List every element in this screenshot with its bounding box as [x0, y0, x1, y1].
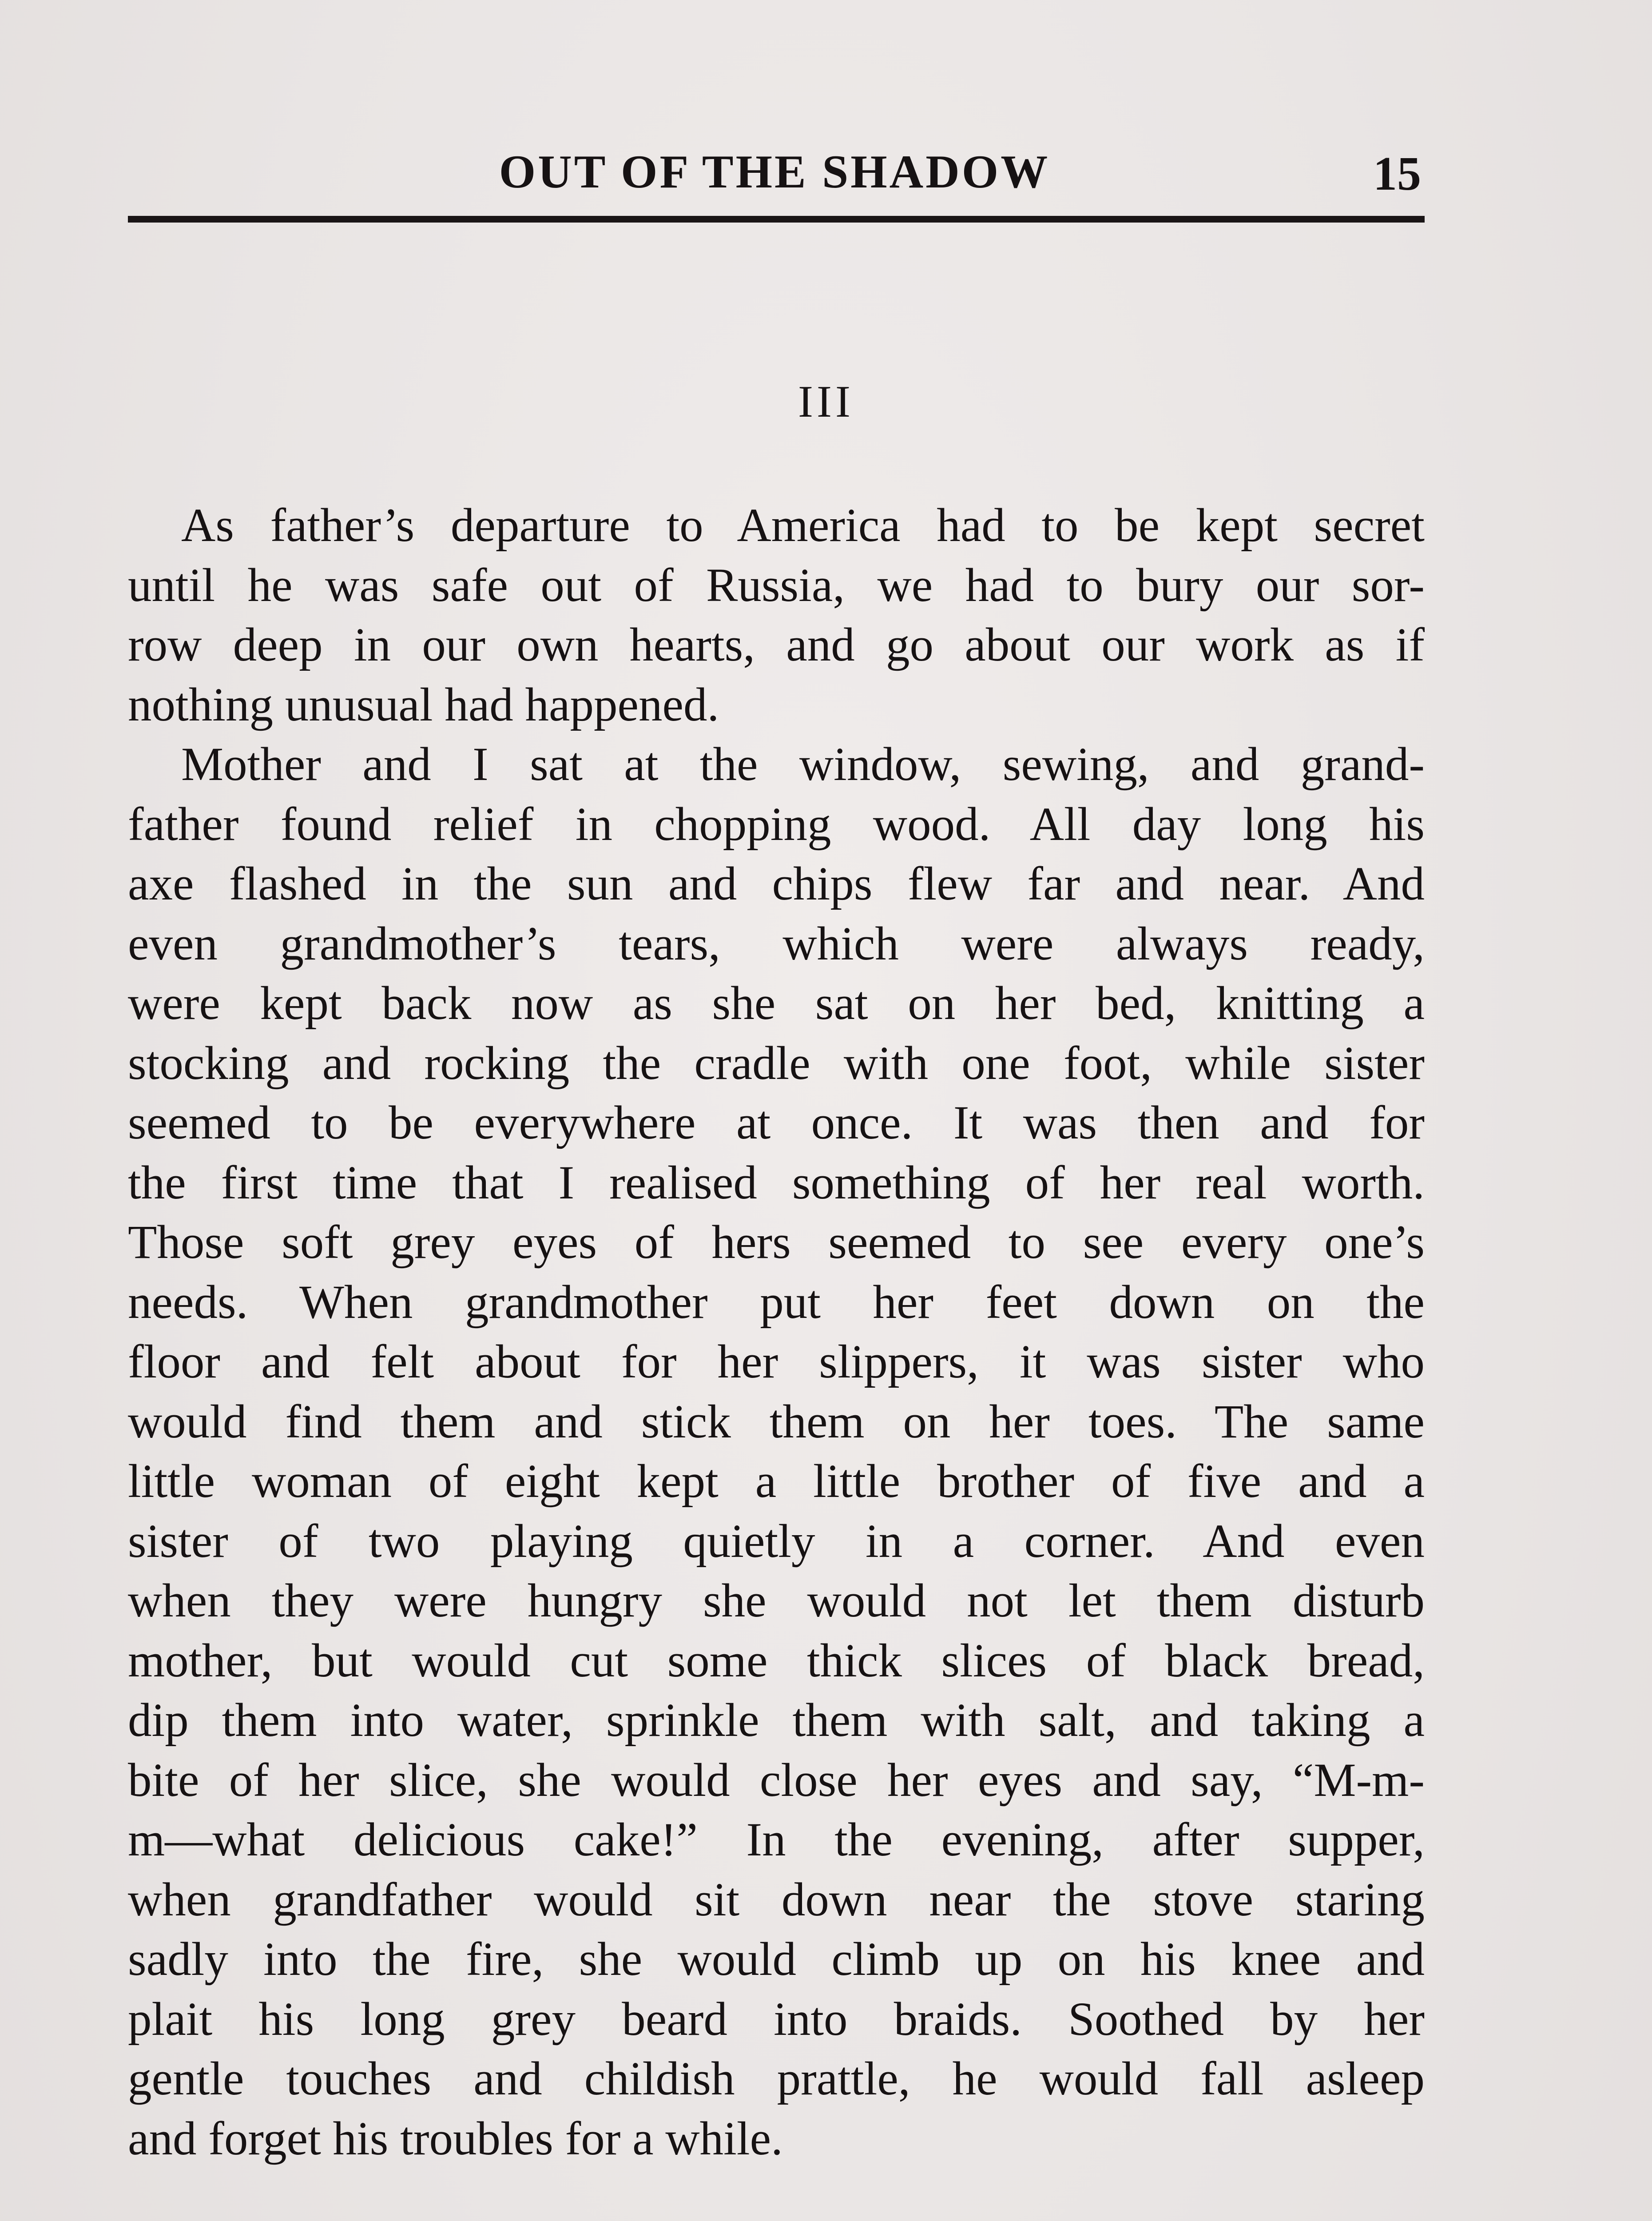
- text-line: would find them and stick them on her toes. The same: [128, 1395, 1425, 1448]
- text-line: stocking and rocking the cradle with one foot, while sister: [128, 1037, 1425, 1090]
- text-line: dip them into water, sprinkle them with salt, and taking a: [128, 1694, 1425, 1747]
- text-line: floor and felt about for her slippers, it was sister who: [128, 1336, 1425, 1388]
- text-line: when grandfather would sit down near the stove staring: [128, 1873, 1425, 1926]
- text-line: plait his long grey beard into braids. Soothed by her: [128, 1993, 1425, 2046]
- text-line: Mother and I sat at the window, sewing, and grand-: [181, 738, 1425, 791]
- text-line: father found relief in chopping wood. All day long his: [128, 798, 1425, 851]
- running-head: [128, 143, 1421, 201]
- text-line: nothing unusual had happened.: [128, 678, 719, 731]
- text-line: little woman of eight kept a little brother of five and a: [128, 1455, 1425, 1508]
- header-rule: [128, 216, 1425, 223]
- chapter-number: III: [798, 377, 854, 427]
- paragraph: [128, 496, 1425, 735]
- text-line: seemed to be everywhere at once. It was then and for: [128, 1097, 1425, 1149]
- text-line: were kept back now as she sat on her bed, knitting a: [128, 977, 1425, 1030]
- text-line: mother, but would cut some thick slices of black bread,: [128, 1634, 1425, 1687]
- text-line: Those soft grey eyes of hers seemed to see every one’s: [128, 1216, 1425, 1269]
- text-line: As father’s departure to America had to be kept secret: [181, 499, 1425, 552]
- text-line: until he was safe out of Russia, we had to bury our sor-: [128, 559, 1425, 612]
- text-line: row deep in our own hearts, and go about our work as if: [128, 619, 1425, 671]
- text-line: and forget his troubles for a while.: [128, 2112, 783, 2165]
- text-line: even grandmother’s tears, which were always ready,: [128, 917, 1425, 970]
- text-line: m—what delicious cake!” In the evening, after supper,: [128, 1814, 1425, 1866]
- text-line: axe flashed in the sun and chips flew far and near. And: [128, 858, 1425, 910]
- paragraph: [128, 735, 1425, 2169]
- text-line: bite of her slice, she would close her eyes and say, “M-m-: [128, 1754, 1425, 1807]
- text-line: sadly into the fire, she would climb up on his knee and: [128, 1933, 1425, 1986]
- body-text: [128, 496, 1425, 2169]
- text-line: when they were hungry she would not let them disturb: [128, 1575, 1425, 1627]
- text-line: sister of two playing quietly in a corner. And even: [128, 1515, 1425, 1568]
- page-number: 15: [1373, 147, 1421, 200]
- running-title: OUT OF THE SHADOW: [499, 146, 1050, 198]
- text-line: needs. When grandmother put her feet down on the: [128, 1276, 1425, 1329]
- text-line: gentle touches and childish prattle, he would fall asleep: [128, 2053, 1425, 2105]
- text-line: the first time that I realised something of her real worth.: [128, 1156, 1425, 1209]
